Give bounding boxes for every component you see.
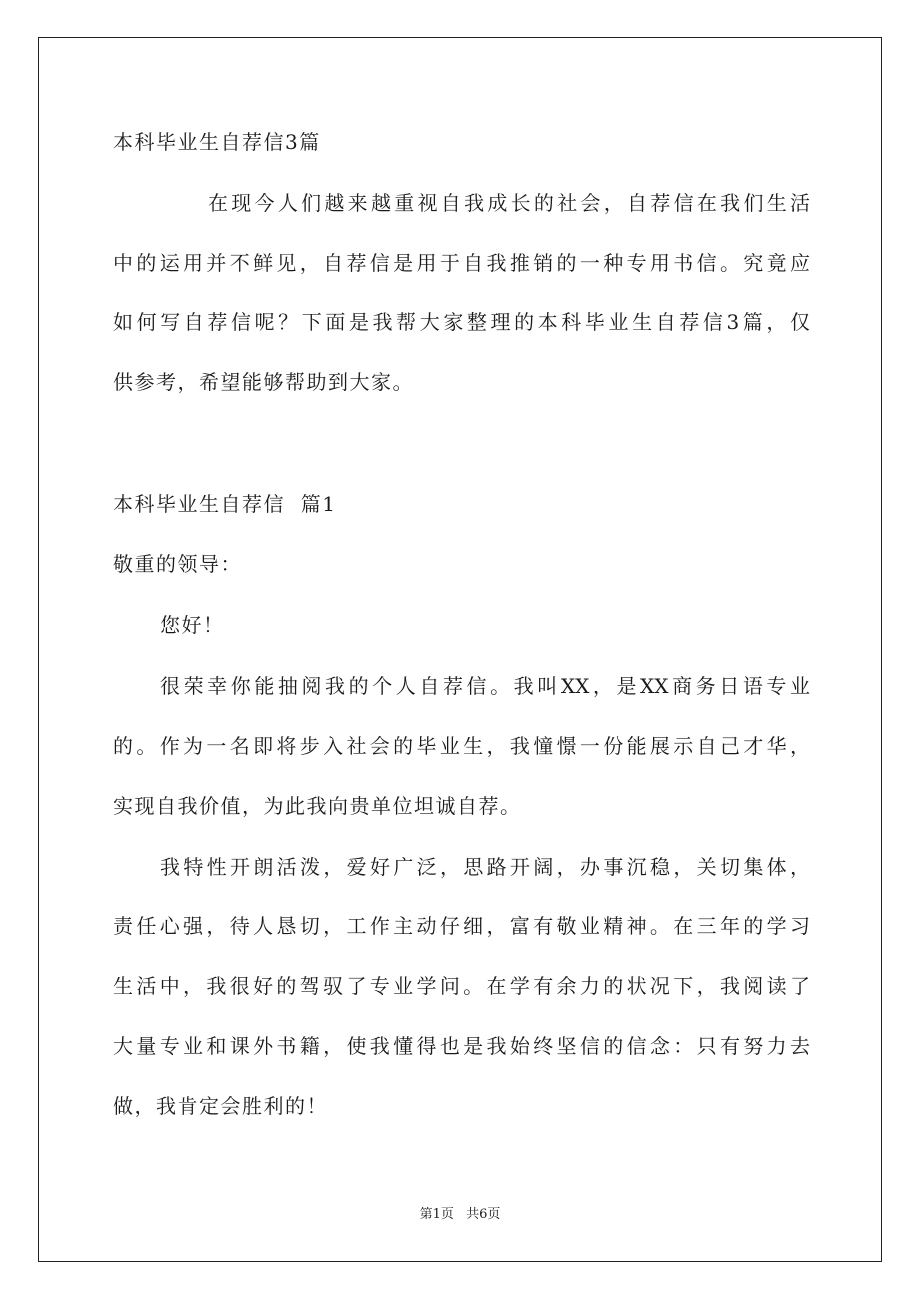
page-number-total: 共6页 [466, 1207, 501, 1222]
para2-line-1: 我特性开朗活泼，爱好广泛，思路开阔，办事沉稳，关切集体， [160, 855, 810, 879]
para2-line-2: 责任心强，待人恳切，工作主动仔细，富有敬业精神。在三年的学习 [113, 914, 810, 938]
para2-line-4: 大量专业和课外书籍，使我懂得也是我始终坚信的信念：只有努力去 [113, 1034, 810, 1058]
greeting: 您好！ [160, 613, 225, 637]
para2-line-5: 做，我肯定会胜利的！ [113, 1094, 328, 1118]
salutation: 敬重的领导： [113, 552, 242, 576]
page-frame [38, 37, 882, 1262]
para2-line-3: 生活中，我很好的驾驭了专业学问。在学有余力的状况下，我阅读了 [113, 974, 810, 998]
page-footer [0, 1207, 920, 1223]
page-number-current: 第1页 [419, 1207, 454, 1222]
section-heading: 本科毕业生自荐信 篇1 [113, 492, 337, 516]
intro-line-3: 如何写自荐信呢？下面是我帮大家整理的本科毕业生自荐信3篇，仅 [113, 310, 810, 334]
intro-line-4: 供参考，希望能够帮助到大家。 [113, 370, 414, 394]
para1-line-3: 实现自我价值，为此我向贵单位坦诚自荐。 [113, 794, 522, 818]
para1-line-2: 的。作为一名即将步入社会的毕业生，我憧憬一份能展示自己才华， [113, 734, 810, 758]
document-title: 本科毕业生自荐信3篇 [113, 130, 321, 154]
para1-line-1: 很荣幸你能抽阅我的个人自荐信。我叫XX，是XX商务日语专业 [160, 674, 810, 698]
intro-line-2: 中的运用并不鲜见，自荐信是用于自我推销的一种专用书信。究竟应 [113, 251, 810, 275]
intro-line-1: 在现今人们越来越重视自我成长的社会，自荐信在我们生活 [208, 191, 810, 215]
